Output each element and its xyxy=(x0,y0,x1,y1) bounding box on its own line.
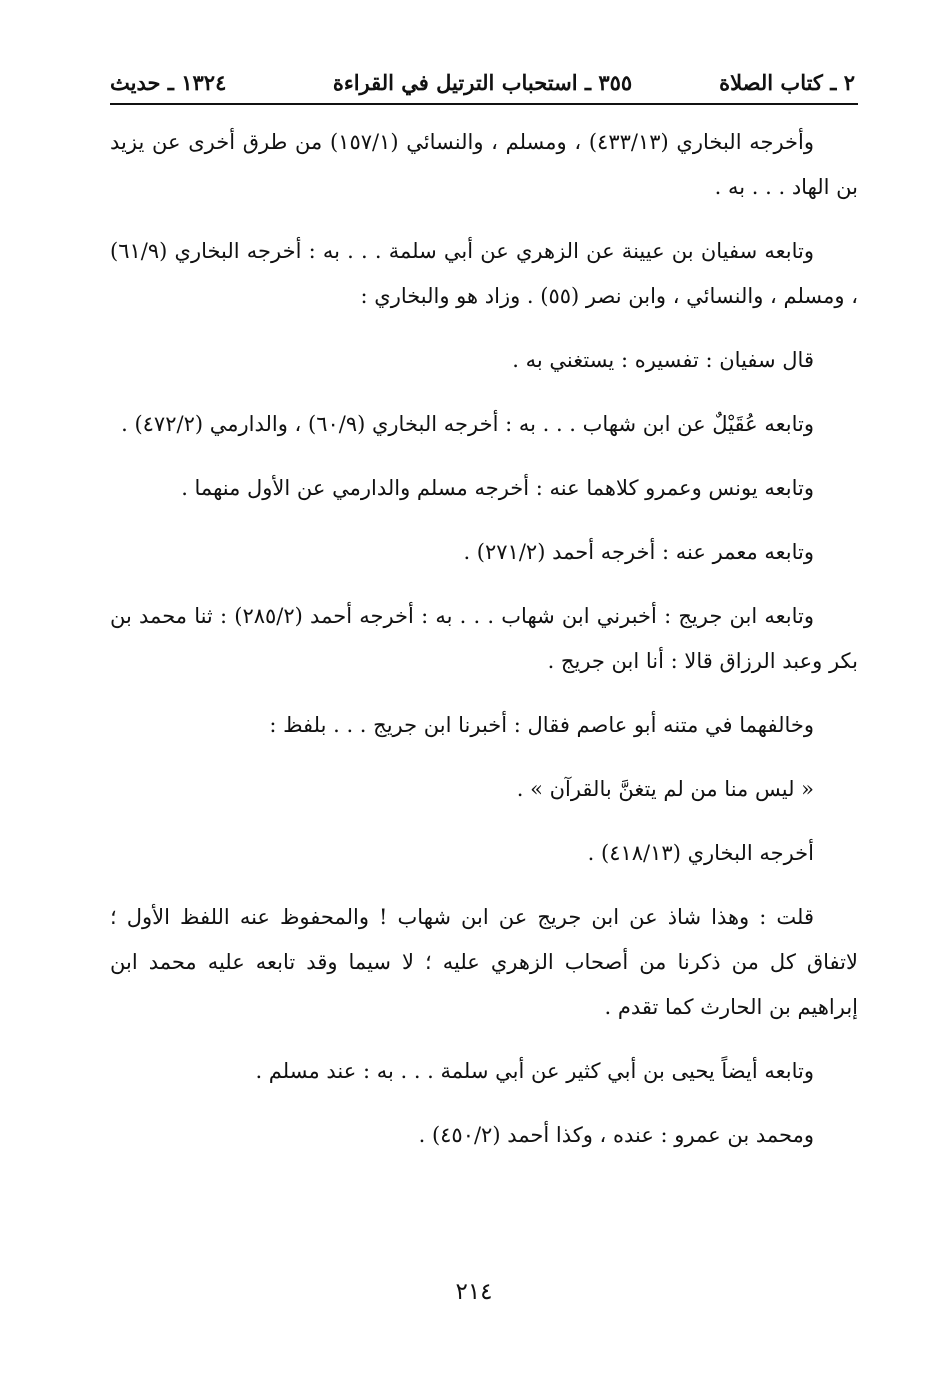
paragraph-sufyan-ibn-uyaynah: وتابعه سفيان بن عيينة عن الزهري عن أبي سلمة . . . به : أخرجه البخاري (٦١/٩) ، ومسلم ، والنسائي ، وابن نصر (٥٥) . وزاد هو والبخاري : xyxy=(110,239,858,308)
running-header xyxy=(110,66,855,100)
paragraph-ibn-jurayj: وتابعه ابن جريج : أخبرني ابن شهاب . . . به : أخرجه أحمد (٢٨٥/٢) : ثنا محمد بن بكر وعبد الرزاق قالا : أنا ابن جريج . xyxy=(110,604,858,673)
paragraph-muhammad-ibn-amr: ومحمد بن عمرو : عنده ، وكذا أحمد (٤٥٠/٢) . xyxy=(418,1123,814,1147)
paragraph-uqayl: وتابعه عُقَيْلٌ عن ابن شهاب . . . به : أخرجه البخاري (٦٠/٩) ، والدارمي (٤٧٢/٢) . xyxy=(121,412,814,436)
header-rule xyxy=(110,103,858,105)
paragraph-bukhari-reference: أخرجه البخاري (٤١٨/١٣) . xyxy=(587,841,814,865)
header-hadith-range: ١٣٢٤ ـ حديث xyxy=(110,70,227,95)
paragraph-hadith-text: « ليس منا من لم يتغنَّ بالقرآن » . xyxy=(516,777,814,801)
paragraph-yahya-ibn-abi-kathir: وتابعه أيضاً يحيى بن أبي كثير عن أبي سلمة . . . به : عند مسلم . xyxy=(255,1059,814,1083)
paragraph-bukhari-muslim-nasai: وأخرجه البخاري (٤٣٣/١٣) ، ومسلم ، والنسائي (١٥٧/١) من طرق أخرى عن يزيد بن الهاد . . . به . xyxy=(110,130,858,199)
page-body xyxy=(110,120,858,1177)
paragraph-sufyan-tafsir: قال سفيان : تفسيره : يستغني به . xyxy=(512,348,814,372)
paragraph-yunus-amr: وتابعه يونس وعمرو كلاهما عنه : أخرجه مسلم والدارمي عن الأول منهما . xyxy=(181,476,814,500)
page-number: ٢١٤ xyxy=(455,1279,493,1305)
paragraph-abu-asim: وخالفهما في متنه أبو عاصم فقال : أخبرنا ابن جريج . . . بلفظ : xyxy=(269,713,814,737)
paragraph-author-comment: قلت : وهذا شاذ عن ابن جريج عن ابن شهاب ! والمحفوظ عنه اللفظ الأول ؛ لاتفاق كل من ذكرنا من أصحاب الزهري عليه ؛ لا سيما وقد تابعه عليه محمد ابن إبراهيم بن الحارث كما تقدم . xyxy=(110,905,858,1019)
header-section-title: ٣٥٥ ـ استحباب الترتيل في القراءة xyxy=(332,70,633,95)
header-chapter: ٢ ـ كتاب الصلاة xyxy=(719,70,855,95)
paragraph-mamar: وتابعه معمر عنه : أخرجه أحمد (٢٧١/٢) . xyxy=(463,540,814,564)
